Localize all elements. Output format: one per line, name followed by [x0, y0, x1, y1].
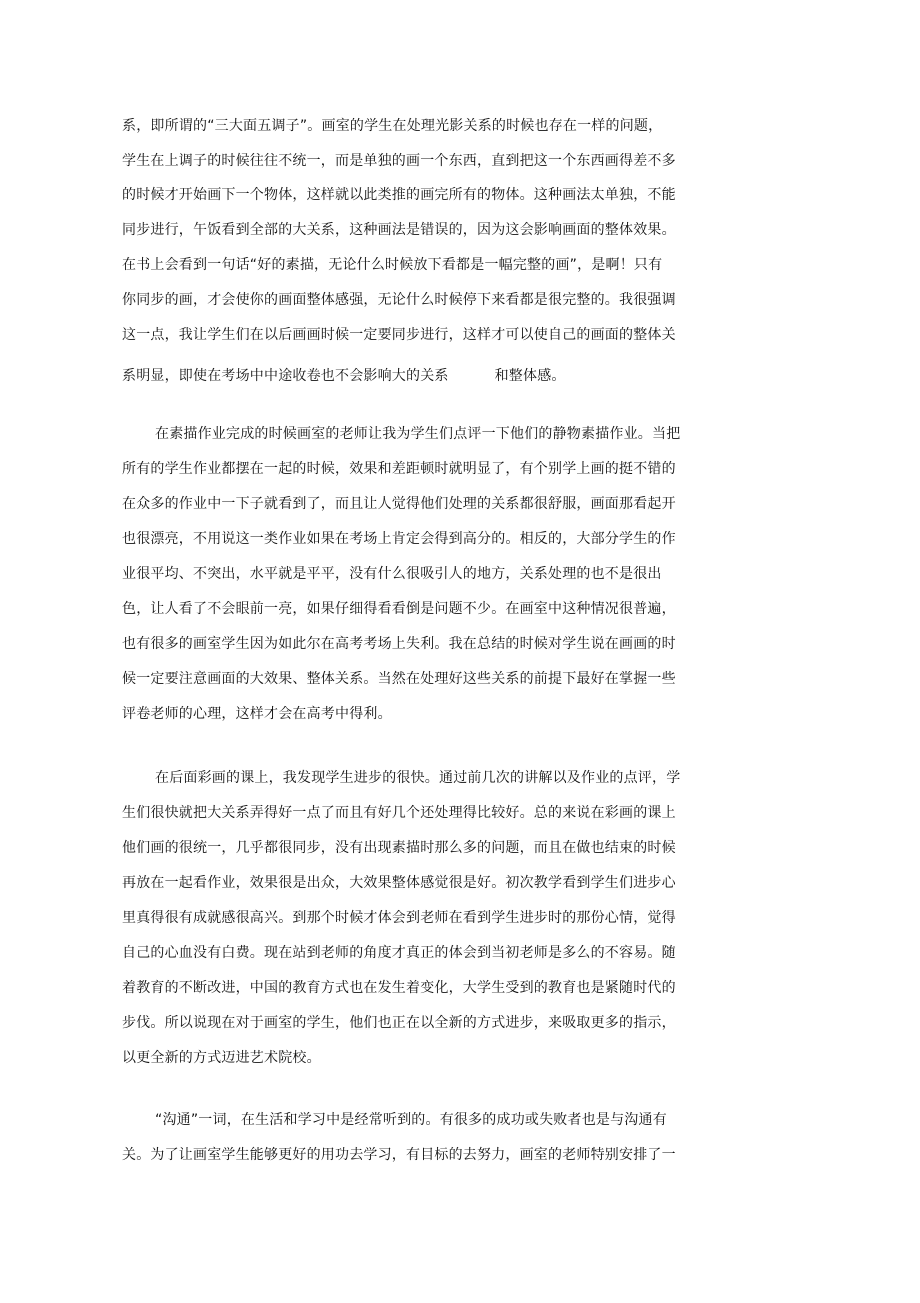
text-line: 业很平均、不突出，水平就是平平，没有什么很吸引人的地方，关系处理的也不是很出: [122, 566, 662, 582]
text-line: 关。为了让画室学生能够更好的用功去学习，有目标的去努力，画室的老师特别安排了一: [122, 1147, 676, 1163]
text-line: 自己的心血没有白费。现在站到老师的角度才真正的体会到当初老师是多么的不容易。随: [122, 945, 676, 961]
text-line: 在后面彩画的课上，我发现学生进步的很快。通过前几次的讲解以及作业的点评，学: [155, 770, 681, 786]
text-line: 这一点，我让学生们在以后画画时候一定要同步进行，这样才可以使自己的画面的整体关: [122, 327, 676, 343]
text-line: 同步进行，午饭看到全部的大关系，这种画法是错误的，因为这会影响画面的整体效果。: [122, 222, 676, 238]
text-line: 系，即所谓的“三大面五调子”。画室的学生在处理光影关系的时候也存在一样的问题，: [122, 118, 663, 134]
text-line: 在书上会看到一句话“好的素描，无论什么时候放下看都是一幅完整的画”，是啊！只有: [122, 257, 663, 273]
text-line: “沟通”一词，在生活和学习中是经常听到的。有很多的成功或失败者也是与沟通有: [155, 1112, 667, 1128]
text-segment: 系明显，即使在考场中中途收卷也不会影响大的关系: [122, 368, 449, 384]
text-line: 的时候才开始画下一个物体，这样就以此类推的画完所有的物体。这种画法太单独，不能: [122, 187, 676, 203]
text-line: 里真得很有成就感很高兴。到那个时候才体会到老师在看到学生进步时的那份心情，觉得: [122, 910, 676, 926]
text-line: 以更全新的方式迈进艺术院校。: [122, 1050, 321, 1066]
text-line: 着教育的不断改进，中国的教育方式也在发生着变化，大学生受到的教育也是紧随时代的: [122, 980, 676, 996]
text-line: 评卷老师的心理，这样才会在高考中得利。: [122, 706, 392, 722]
text-line: 色，让人看了不会眼前一亮，如果仔细得看看倒是问题不少。在画室中这种情况很普遍，: [122, 601, 676, 617]
text-line: 学生在上调子的时候往往不统一，而是单独的画一个东西，直到把这一个东西画得差不多: [122, 153, 676, 169]
text-line: 也有很多的画室学生因为如此尔在高考考场上失利。我在总结的时候对学生说在画画的时: [122, 636, 676, 652]
text-line: 所有的学生作业都摆在一起的时候，效果和差距顿时就明显了，有个别学上画的挺不错的: [122, 461, 676, 477]
text-line: 再放在一起看作业，效果很是出众，大效果整体感觉很是好。初次教学看到学生们进步心: [122, 875, 676, 891]
text-line: [122, 366, 702, 386]
text-line: 你同步的画，才会使你的画面整体感强，无论什么时候停下来看都是很完整的。我很强调: [122, 292, 676, 308]
text-line: 在众多的作业中一下子就看到了，而且让人觉得他们处理的关系都很舒服，画面那看起开: [122, 496, 676, 512]
text-line: 生们很快就把大关系弄得好一点了而且有好几个还处理得比较好。总的来说在彩画的课上: [122, 805, 676, 821]
text-line: 候一定要注意画面的大效果、整体关系。当然在处理好这些关系的前提下最好在掌握一些: [122, 671, 676, 687]
text-line: 在素描作业完成的时候画室的老师让我为学生们点评一下他们的静物素描作业。当把: [155, 426, 681, 442]
text-segment: 和整体感。: [494, 368, 566, 384]
text-line: 也很漂亮，不用说这一类作业如果在考场上肯定会得到高分的。相反的，大部分学生的作: [122, 531, 676, 547]
text-line: 他们画的很统一，几乎都很同步，没有出现素描时那么多的问题，而且在做也结束的时候: [122, 840, 676, 856]
text-line: 步伐。所以说现在对于画室的学生，他们也正在以全新的方式进步，来吸取更多的指示，: [122, 1015, 676, 1031]
